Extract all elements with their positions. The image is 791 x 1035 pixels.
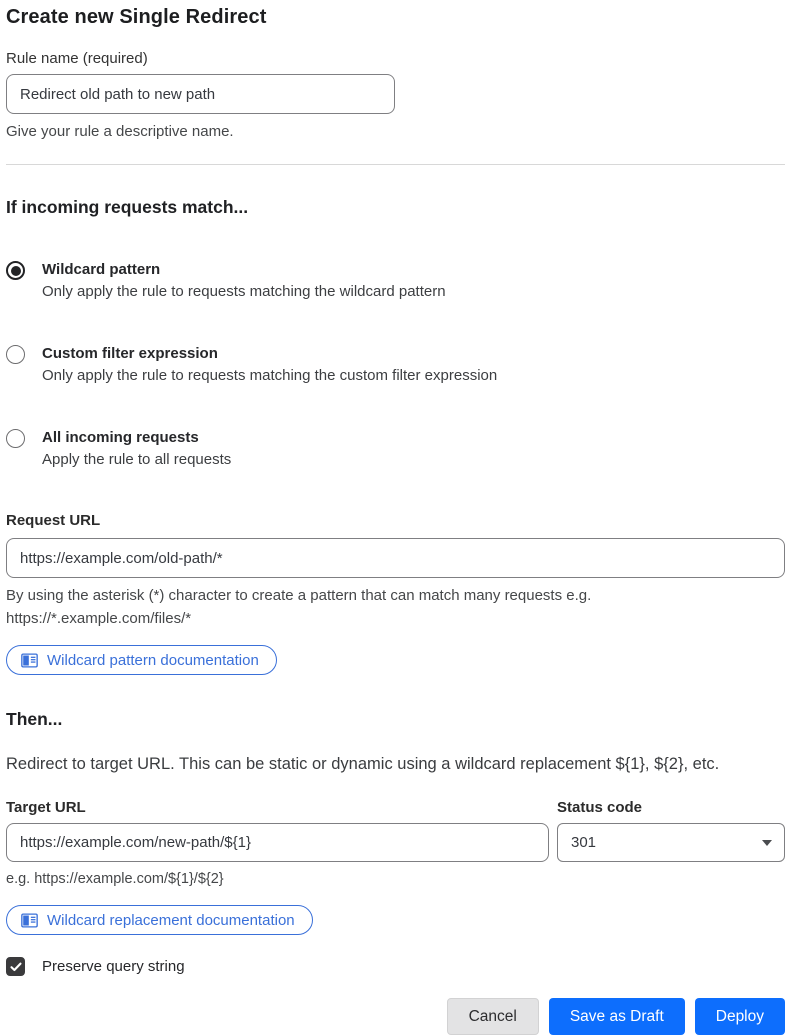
open-book-icon (21, 913, 38, 928)
footer-actions (6, 998, 785, 1035)
radio-label: Wildcard pattern (42, 261, 161, 278)
target-url-label: Target URL (6, 799, 86, 816)
cancel-button[interactable]: Cancel (447, 998, 539, 1035)
preserve-query-label: Preserve query string (42, 958, 185, 975)
radio-wildcard-pattern[interactable] (6, 259, 785, 303)
radio-icon[interactable] (6, 429, 25, 448)
radio-icon[interactable] (6, 345, 25, 364)
deploy-button[interactable]: Deploy (695, 998, 785, 1035)
checkmark-icon (10, 962, 22, 972)
status-code-select[interactable] (557, 823, 785, 862)
radio-description: Only apply the rule to requests matching the wildcard pattern (42, 283, 446, 300)
open-book-icon (21, 653, 38, 668)
request-url-helper (6, 584, 785, 630)
save-as-draft-button[interactable]: Save as Draft (549, 998, 685, 1035)
match-type-radio-group (6, 259, 785, 471)
request-url-input[interactable] (6, 538, 785, 578)
then-section-heading: Then... (6, 709, 63, 729)
wildcard-pattern-docs-button[interactable] (6, 645, 277, 675)
page-title: Create new Single Redirect (6, 6, 267, 28)
radio-all-incoming-requests[interactable] (6, 427, 785, 471)
request-url-helper-line2: https://*.example.com/files/* (6, 610, 192, 627)
doc-button-label: Wildcard pattern documentation (47, 651, 259, 669)
status-code-value: 301 (571, 834, 597, 851)
radio-label: Custom filter expression (42, 345, 218, 362)
status-code-label: Status code (557, 799, 643, 816)
target-url-input[interactable] (6, 823, 549, 862)
then-description: Redirect to target URL. This can be static or dynamic using a wildcard replacement ${1}, ${2}, etc. (6, 755, 720, 773)
preserve-query-row[interactable] (6, 957, 785, 976)
section-divider (6, 164, 785, 165)
radio-description: Only apply the rule to requests matching the custom filter expression (42, 367, 498, 384)
chevron-down-icon (762, 840, 772, 846)
radio-icon[interactable] (6, 261, 25, 280)
match-section-heading: If incoming requests match... (6, 197, 249, 217)
radio-label: All incoming requests (42, 429, 199, 446)
radio-custom-filter-expression[interactable] (6, 343, 785, 387)
preserve-query-checkbox[interactable] (6, 957, 25, 976)
doc-button-label: Wildcard replacement documentation (47, 911, 295, 929)
target-url-helper: e.g. https://example.com/${1}/${2} (6, 871, 224, 887)
request-url-label: Request URL (6, 512, 101, 529)
request-url-helper-line1: By using the asterisk (*) character to create a pattern that can match many requests e.g. (6, 587, 592, 604)
wildcard-replacement-docs-button[interactable] (6, 905, 313, 935)
rule-name-label: Rule name (required) (6, 50, 148, 67)
target-status-row (6, 798, 785, 862)
rule-name-input[interactable] (6, 74, 395, 114)
rule-name-helper: Give your rule a descriptive name. (6, 123, 234, 140)
radio-description: Apply the rule to all requests (42, 451, 232, 468)
